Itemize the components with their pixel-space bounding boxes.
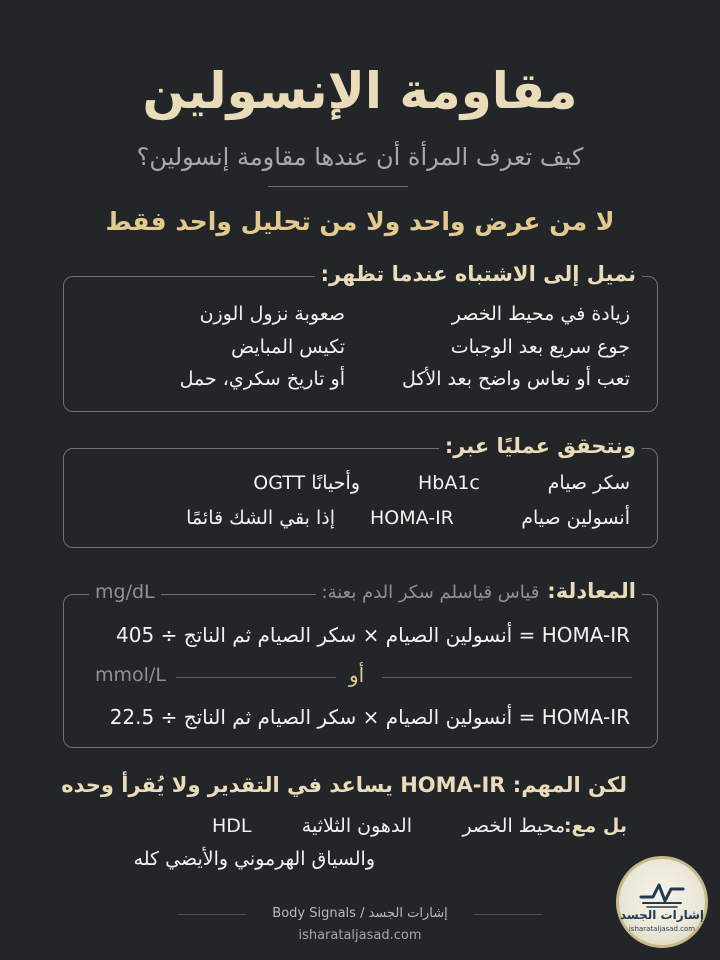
sign-item: جوع سريع بعد الوجبات <box>450 336 630 358</box>
formula-heading-row <box>316 579 643 603</box>
verification-box <box>63 448 658 548</box>
test-item: أنسولين صيام <box>521 507 630 529</box>
important-note: لكن المهم: HOMA-IR يساعد في التقدير ولا يُقرأ وحده <box>61 773 627 797</box>
test-item: سكر صيام <box>547 472 630 494</box>
test-item: HOMA-IR <box>370 507 454 529</box>
or-label: أو <box>343 663 370 687</box>
formula-separator-left <box>176 677 336 678</box>
sign-item: تعب أو نعاس واضح بعد الأكل <box>401 368 630 390</box>
test-item: HbA1c <box>418 472 480 494</box>
test-item: وأحيانًا OGTT <box>253 472 360 494</box>
formula-heading-note: قياس قياسلم سكر الدم بعنة: <box>321 582 540 603</box>
formula-separator-right <box>382 677 632 678</box>
formula-mgdl: HOMA-IR = أنسولين الصيام × سكر الصيام ثم الناتج ÷ 405 <box>116 623 630 647</box>
unit-mmol: mmol/L <box>89 664 172 686</box>
footer-url: isharataljasad.com <box>298 928 422 943</box>
with-item: الدهون الثلاثية <box>301 815 412 837</box>
sign-item: صعوبة نزول الوزن <box>199 303 345 325</box>
formula-mmol: HOMA-IR = أنسولين الصيام × سكر الصيام ثم الناتج ÷ 22.5 <box>109 705 630 729</box>
footer-brand: Body Signals / إشارات الجسد <box>272 906 448 921</box>
brand-logo <box>616 856 708 948</box>
sign-item: أو تاريخ سكري، حمل <box>179 368 345 390</box>
unit-mgdl: mg/dL <box>89 581 161 603</box>
logo-url: isharataljasad.com <box>628 925 696 933</box>
with-item: محيط الخصر <box>462 815 565 837</box>
test-item: إذا بقي الشك قائمًا <box>186 507 335 529</box>
context-note: والسياق الهرموني والأيضي كله <box>133 848 375 870</box>
sign-item: زيادة في محيط الخصر <box>451 303 630 325</box>
verification-heading: ونتحقق عمليًا عبر: <box>439 434 642 458</box>
sign-item: تكيس المبايض <box>231 336 345 358</box>
title-divider <box>268 186 408 187</box>
pulse-wave-icon <box>619 863 705 911</box>
page-title: مقاومة الإنسولين <box>142 62 578 120</box>
logo-name: إشارات الجسد <box>619 908 705 922</box>
key-message: لا من عرض واحد ولا من تحليل واحد فقط <box>105 207 615 236</box>
suspicion-signs-heading: نميل إلى الاشتباه عندما تظهر: <box>315 262 642 286</box>
with-label: بل مع: <box>563 815 627 837</box>
page-subtitle: كيف تعرف المرأة أن عندها مقاومة إنسولين؟ <box>136 143 584 171</box>
formula-heading: المعادلة: <box>547 579 636 603</box>
with-item: HDL <box>212 815 252 837</box>
